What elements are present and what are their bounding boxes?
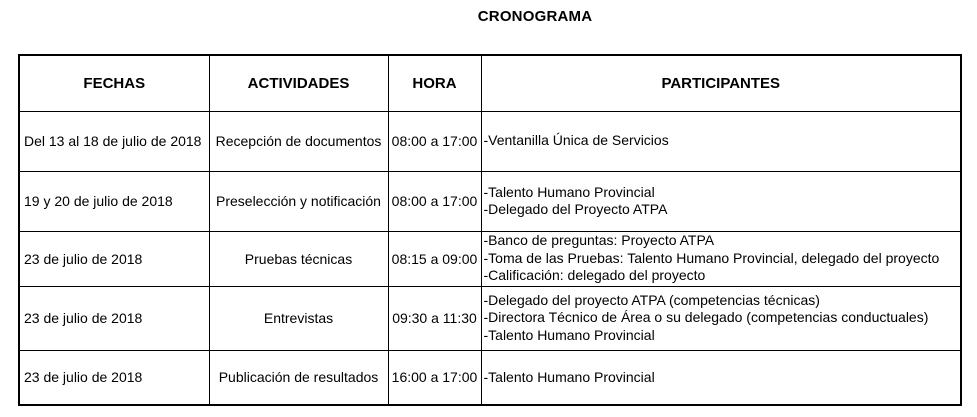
table-row — [19, 286, 961, 350]
cell-hora: 08:15 a 09:00 — [388, 231, 481, 286]
cell-fecha: 23 de julio de 2018 — [19, 350, 209, 405]
cell-fecha: 23 de julio de 2018 — [19, 231, 209, 286]
participante-line: -Toma de las Pruebas: Talento Humano Provincial, delegado del proyecto — [483, 249, 940, 266]
header-participantes: PARTICIPANTES — [481, 55, 961, 111]
cell-participantes — [481, 350, 961, 405]
cell-fecha: 23 de julio de 2018 — [19, 286, 209, 350]
cell-actividad: Preselección y notificación — [209, 171, 388, 231]
table-row — [19, 350, 961, 405]
cell-hora: 08:00 a 17:00 — [388, 111, 481, 171]
cell-hora: 16:00 a 17:00 — [388, 350, 481, 405]
participante-line: -Delegado del proyecto ATPA (competencias técnicas) — [483, 291, 820, 308]
header-hora: HORA — [388, 55, 481, 111]
cell-actividad: Pruebas técnicas — [209, 231, 388, 286]
cell-participantes — [481, 171, 961, 231]
table-row — [19, 111, 961, 171]
participante-line: -Delegado del Proyecto ATPA — [483, 201, 668, 217]
table-body — [19, 111, 961, 405]
cell-actividad: Recepción de documentos — [209, 111, 388, 171]
cell-hora: 08:00 a 17:00 — [388, 171, 481, 231]
participante-line: -Directora Técnico de Área o su delegado (competencias conductuales) — [483, 309, 929, 326]
cell-participantes — [481, 286, 961, 350]
participante-line: -Talento Humano Provincial — [483, 368, 655, 385]
table-row — [19, 231, 961, 286]
page-title: CRONOGRAMA — [477, 8, 593, 25]
cell-fecha: Del 13 al 18 de julio de 2018 — [19, 111, 209, 171]
cronograma-table — [18, 54, 962, 406]
participante-line: -Calificación: delegado del proyecto — [483, 267, 706, 284]
table-row — [19, 171, 961, 231]
cell-participantes — [481, 231, 961, 286]
cell-participantes — [481, 111, 961, 171]
participante-line: -Banco de preguntas: Proyecto ATPA — [483, 232, 715, 249]
participante-line: -Ventanilla Única de Servicios — [483, 132, 669, 149]
header-fechas: FECHAS — [19, 55, 209, 111]
cell-hora: 09:30 a 11:30 — [388, 286, 481, 350]
participante-line: -Talento Humano Provincial — [483, 183, 655, 200]
cell-actividad: Entrevistas — [209, 286, 388, 350]
header-actividades: ACTIVIDADES — [209, 55, 388, 111]
cell-actividad: Publicación de resultados — [209, 350, 388, 405]
cell-fecha: 19 y 20 de julio de 2018 — [19, 171, 209, 231]
participante-line: -Talento Humano Provincial — [483, 326, 655, 343]
header-row — [19, 55, 961, 111]
